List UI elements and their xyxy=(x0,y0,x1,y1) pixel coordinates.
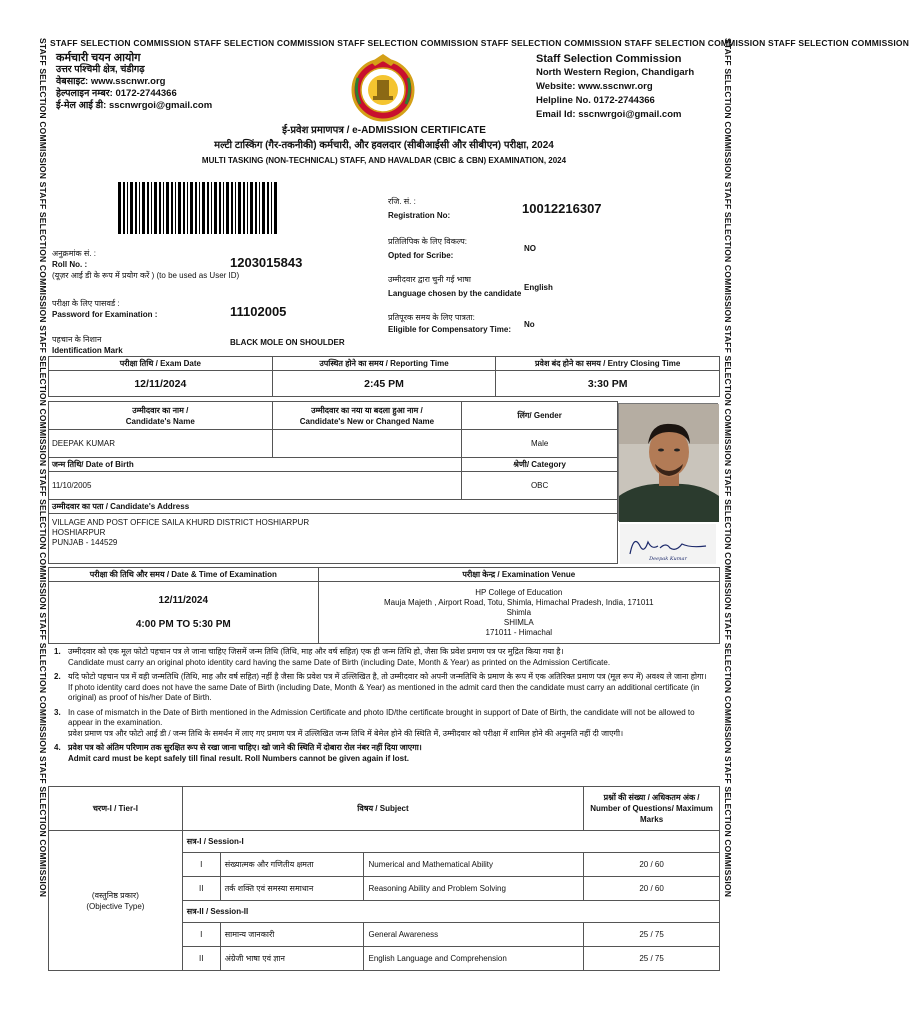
roll-label-hi: अनुक्रमांक सं. : xyxy=(52,249,96,258)
exam-date-header: परीक्षा तिथि / Exam Date xyxy=(49,357,273,371)
candidate-dob: 11/10/2005 xyxy=(49,472,462,500)
roll-block xyxy=(52,248,382,281)
venue-table xyxy=(48,567,720,644)
marks-header: प्रश्नों की संख्या / अधिकतम अंक / Number of Questions/ Maximum Marks xyxy=(584,787,720,831)
org-name-hi: कर्मचारी चयन आयोग xyxy=(56,52,141,64)
candidate-address xyxy=(49,514,618,564)
comp-label-en: Eligible for Compensatory Time: xyxy=(388,325,511,334)
subject-header: विषय / Subject xyxy=(182,787,583,831)
barcode-bar xyxy=(238,182,241,234)
barcode-bar xyxy=(135,182,137,234)
roll-number: 1203015843 xyxy=(230,255,303,270)
tier-header: चरण-I / Tier-I xyxy=(49,787,183,831)
candidate-newname xyxy=(272,430,462,458)
barcode-bar xyxy=(151,182,152,234)
barcode-bar xyxy=(187,182,188,234)
objective-type: (वस्तुनिष्ठ प्रकार) (Objective Type) xyxy=(49,831,183,971)
reporting-time-value: 2:45 PM xyxy=(272,371,496,397)
reg-label-hi: रजि. सं. : xyxy=(388,197,416,206)
candidate-gender: Male xyxy=(462,430,618,458)
barcode-bar xyxy=(219,182,221,234)
barcode-bar xyxy=(207,182,209,234)
barcode-bar xyxy=(243,182,245,234)
barcode-bar xyxy=(267,182,269,234)
helpline-hi: हेल्पलाइन नम्बर: 0172-2744366 xyxy=(56,88,177,99)
roll-note: (यूज़र आई डी के रूप में प्रयोग करें ) (to be used as User ID) xyxy=(52,271,240,280)
lang-label-hi: उम्मीदवार द्वारा चुनी गई भाषा xyxy=(388,275,471,284)
barcode-bar xyxy=(226,182,229,234)
mark-label-en: Identification Mark xyxy=(52,346,123,355)
reg-label-en: Registration No: xyxy=(388,211,451,220)
datetime-header: परीक्षा की तिथि और समय / Date & Time of Examination xyxy=(49,568,319,582)
address-line-1: VILLAGE AND POST OFFICE SAILA KHURD DISTRICT HOSHIARPUR xyxy=(52,518,310,527)
barcode-bar xyxy=(231,182,233,234)
venue-line-3: Shimla xyxy=(506,607,532,617)
roll-label-en: Roll No. : xyxy=(52,260,88,269)
reg-number: 10012216307 xyxy=(522,201,602,216)
barcode-bar xyxy=(259,182,260,234)
ssc-emblem-icon xyxy=(346,50,420,124)
candidate-table xyxy=(48,401,618,564)
venue-line-5: 171011 - Himachal xyxy=(485,627,553,637)
exam-date: 12/11/2024 xyxy=(158,594,209,606)
barcode-bar xyxy=(130,182,133,234)
barcode-bar xyxy=(183,182,185,234)
subjects-table xyxy=(48,786,720,971)
exam-times-table xyxy=(48,356,720,397)
entry-closing-header: प्रवेश बंद होने का समय / Entry Closing Time xyxy=(496,357,720,371)
barcode-bar xyxy=(123,182,125,234)
exam-time: 4:00 PM TO 5:30 PM xyxy=(135,618,231,630)
barcode-bar xyxy=(250,182,253,234)
address-line-3: PUNJAB - 144529 xyxy=(52,538,118,547)
comp-block xyxy=(388,312,528,335)
barcode-bar xyxy=(127,182,128,234)
venue-line-4: SHIMLA xyxy=(503,617,534,627)
scribe-label-hi: प्रतिलिपिक के लिए विकल्प: xyxy=(388,237,468,246)
email-hi: ई-मेल आई डी: sscnwrgoi@gmail.com xyxy=(56,100,213,111)
candidate-photo xyxy=(618,403,718,521)
barcode-bar xyxy=(159,182,161,234)
lang-value: English xyxy=(524,283,553,292)
mark-block xyxy=(52,334,232,356)
barcode-bar xyxy=(178,182,181,234)
instruction-4: 4. प्रवेश पत्र को अंतिम परिणाम तक सुरक्षित रूप से रखा जाना चाहिए। खो जाने की स्थिति में दोबारा रोल नंबर नहीं दिया जाएगा। Admit card must be kept safely till final result. Roll Numbers cannot be given again if lost. xyxy=(54,743,422,763)
lang-label-en: Language chosen by the candidate xyxy=(388,289,522,298)
gender-header: लिंग/ Gender xyxy=(462,402,618,430)
barcode-bar xyxy=(147,182,149,234)
barcode-bar xyxy=(211,182,212,234)
barcode-bar xyxy=(235,182,236,234)
instructions xyxy=(54,647,714,768)
address-header: उम्मीदवार का पता / Candidate's Address xyxy=(49,500,618,514)
barcode-bar xyxy=(195,182,197,234)
barcode-bar xyxy=(274,182,277,234)
instruction-3: 3. In case of mismatch in the Date of Birth mentioned in the Admission Certificate and photo ID/the certificate brought in support of Date of Birth, the candidate will not be allowed to appear in the examination. प्रवेश प्रमाण पत्र और फोटो आई डी / जन्म तिथि के समर्थन में लाए गए प्रमाण पत्र में उल्लिखित जन्म तिथि में बेमेल होने की स्थिति में, उम्मीदवार को परीक्षा में शामिल होने की अनुमति नहीं दी जाएगी। xyxy=(54,707,695,738)
border-text-top: STAFF SELECTION COMMISSION STAFF SELECTION COMMISSION STAFF SELECTION COMMISSION STAFF SELECTION COMMISSION STAFF SELECTION COMMISSION STAFF SELECTION COMMISSION xyxy=(50,38,909,48)
barcode-bar xyxy=(163,182,164,234)
barcode-bar xyxy=(190,182,193,234)
category-header: श्रेणी/ Category xyxy=(462,458,618,472)
barcode-bar xyxy=(202,182,205,234)
session-1-header: सत्र-I / Session-I xyxy=(182,831,719,853)
barcode-bar xyxy=(142,182,145,234)
venue-header: परीक्षा केन्द्र / Examination Venue xyxy=(318,568,719,582)
barcode-bar xyxy=(171,182,173,234)
entry-closing-value: 3:30 PM xyxy=(496,371,720,397)
mark-label-hi: पहचान के निशान xyxy=(52,335,102,344)
admission-certificate xyxy=(48,50,720,1024)
barcode-bar xyxy=(214,182,217,234)
title-exam-en: MULTI TASKING (NON-TECHNICAL) STAFF, AND HAVALDAR (CBIC & CBN) EXAMINATION, 2024 xyxy=(201,156,567,165)
scribe-value: NO xyxy=(524,244,536,253)
address-line-2: HOSHIARPUR xyxy=(52,528,106,537)
helpline-en: Helpline No. 0172-2744366 xyxy=(536,95,655,106)
barcode xyxy=(118,182,278,234)
name-header-en: Candidate's Name xyxy=(125,416,195,426)
dob-header: जन्म तिथि/ Date of Birth xyxy=(49,458,462,472)
exam-datetime xyxy=(49,582,319,644)
header-left xyxy=(56,52,212,112)
barcode-bar xyxy=(175,182,176,234)
barcode-bar xyxy=(199,182,200,234)
venue-line-1: HP College of Education xyxy=(475,587,563,597)
lang-block xyxy=(388,274,528,299)
barcode-bar xyxy=(118,182,121,234)
signature-text: Deepak Kumar xyxy=(649,556,687,562)
barcode-bar xyxy=(262,182,265,234)
subject-row: II अंग्रेजी भाषा एवं ज्ञान English Language and Comprehension 25 / 75 xyxy=(49,947,720,971)
scribe-label-en: Opted for Scribe: xyxy=(388,251,454,260)
exam-date-value: 12/11/2024 xyxy=(49,371,273,397)
border-text-right: STAFF SELECTION COMMISSION STAFF SELECTION COMMISSION STAFF SELECTION COMMISSION STAFF SELECTION COMMISSION STAFF SELECTION COMMISSION STAFF SELECTION COMMISSION xyxy=(723,38,733,898)
org-name-en: Staff Selection Commission xyxy=(536,53,682,65)
region-en: North Western Region, Chandigarh xyxy=(536,67,695,78)
exam-venue xyxy=(318,582,719,644)
password-label-en: Password for Examination : xyxy=(52,310,158,319)
password-block xyxy=(52,298,232,320)
session-2-header: सत्र-II / Session-II xyxy=(182,901,719,923)
candidate-name: DEEPAK KUMAR xyxy=(49,430,273,458)
venue-line-2: Mauja Majeth , Airport Road, Totu, Shimla, Himachal Pradesh, India, 171011 xyxy=(383,597,654,607)
reporting-time-header: उपस्थित होने का समय / Reporting Time xyxy=(272,357,496,371)
name-header-hi: उम्मीदवार का नाम / xyxy=(132,405,189,415)
newname-header-en: Candidate's New or Changed Name xyxy=(299,416,435,426)
password-label-hi: परीक्षा के लिए पासवर्ड : xyxy=(52,299,120,308)
scribe-block xyxy=(388,236,528,261)
barcode-bar xyxy=(223,182,224,234)
instruction-1: 1. उम्मीदवार को एक मूल फोटो पहचान पत्र ले जाना चाहिए जिसमें जन्म तिथि (तिथि, माह और वर्ष सहित) एक ही जन्म तिथि हो, जैसा कि प्रवेश प्रमाण पत्र पर मुद्रित किया गया है। Candidate must carry an original photo identity card having the same Date of Birth (including Date, Month & Year) as printed on the Admission Certificate. xyxy=(54,647,611,667)
website-hi: वेबसाइट: www.sscnwr.org xyxy=(56,76,166,87)
barcode-bar xyxy=(255,182,257,234)
barcode-bar xyxy=(271,182,272,234)
region-hi: उत्तर पश्चिमी क्षेत्र, चंडीगढ़ xyxy=(56,64,145,75)
mark-value: BLACK MOLE ON SHOULDER xyxy=(230,338,345,347)
candidate-signature xyxy=(620,524,716,564)
subject-row: I सामान्य जानकारी General Awareness 25 / 75 xyxy=(49,923,720,947)
barcode-bar xyxy=(247,182,248,234)
barcode-bar xyxy=(154,182,157,234)
newname-header xyxy=(272,402,462,430)
reg-block xyxy=(388,196,528,221)
candidate-category: OBC xyxy=(462,472,618,500)
title-exam-hi: मल्टी टास्किंग (गैर-तकनीकी) कर्मचारी, और हवलदार (सीबीआईसी और सीबीएन) परीक्षा, 2024 xyxy=(214,140,554,151)
document-titles xyxy=(48,124,720,168)
border-text-left: STAFF SELECTION COMMISSION STAFF SELECTION COMMISSION STAFF SELECTION COMMISSION STAFF SELECTION COMMISSION STAFF SELECTION COMMISSION STAFF SELECTION COMMISSION xyxy=(38,38,48,898)
barcode-bar xyxy=(166,182,169,234)
header-right xyxy=(536,52,694,122)
password-value: 11102005 xyxy=(230,304,287,319)
newname-header-hi: उम्मीदवार का नया या बदला हुआ नाम / xyxy=(311,405,423,415)
name-header xyxy=(49,402,273,430)
website-en: Website: www.sscnwr.org xyxy=(536,81,653,92)
email-en: Email Id: sscnwrgoi@gmail.com xyxy=(536,109,682,120)
title-admission: ई-प्रवेश प्रमाणपत्र / e-ADMISSION CERTIFICATE xyxy=(282,125,486,136)
instruction-2: 2. यदि फोटो पहचान पत्र में वही जन्मतिथि (तिथि, माह और वर्ष सहित) नहीं है जैसा कि प्रवेश पत्र में उल्लिखित है, तो उम्मीदवार को अपनी जन्मतिथि के प्रमाण के रूप में एक अतिरिक्त प्रमाण पत्र (मूल रूप में) अवश्य ले जाना होगा। If photo identity card does not have the same Date of Birth (including Date, Month & Year) as mentioned in the admit card then the candidate must carry an additional certificate (in original) as proof of his/her Date of Birth. xyxy=(54,672,707,702)
comp-value: No xyxy=(524,320,535,329)
comp-label-hi: प्रतिपूरक समय के लिए पात्रता: xyxy=(388,313,475,322)
subject-row: I संख्यात्मक और गणितीय क्षमता Numerical and Mathematical Ability 20 / 60 xyxy=(49,853,720,877)
barcode-bar xyxy=(139,182,140,234)
subject-row: II तर्क शक्ति एवं समस्या समाधान Reasoning Ability and Problem Solving 20 / 60 xyxy=(49,877,720,901)
